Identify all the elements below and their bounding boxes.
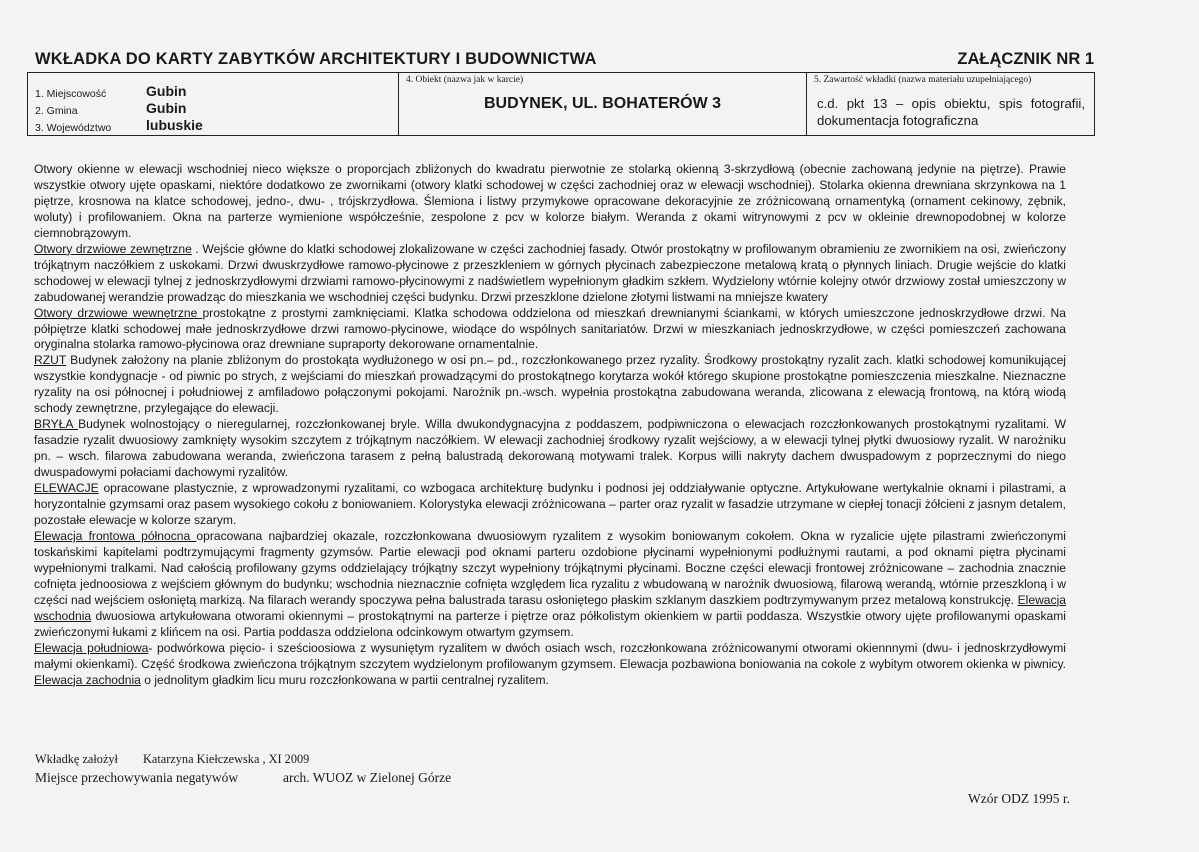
gmina-value: Gubin	[146, 100, 187, 116]
section-heading: Elewacja południowa	[34, 640, 149, 655]
section-heading: Elewacja wschodnia	[34, 592, 1066, 623]
object-name: BUDYNEK, UL. BOHATERÓW 3	[483, 95, 722, 112]
section-heading: RZUT	[34, 353, 67, 368]
annex-number: ZAŁĄCZNIK NR 1	[957, 50, 1094, 68]
paragraph-windows: Otwory okienne w elewacji wschodniej nieco większe o proporcjach zbliżonych do kwadratu pierwotnie ze stolarką okienną 3-skrzydłową (obecnie zachowaną jedynie na piętrze). Prawie wszystkie otwory ujęte opaskami, niektóre dodatkowo ze zwornikami (otwory klatki schodowej w części zachodniej oraz w elewacji wschodniej). Stolarka okienna drewniana skrzynkowa na 1 piętrze, krosnowa na klatce schodowej, jedno-, dwu- , trójskrzydłowa. Ślemiona i listwy przymykowe opracowane dekoracyjnie ze zróżnicowaną ornamentyką (ornament cekinowy, zębnik, woluty) i profilowaniem. Okna na parterze wymienione współcześnie, zespolone z pcv w kolorze białym. Weranda z okami witrynowymi z pcv w okleinie drewnopodobnej w kolorze ciemnobrązowym.	[34, 162, 1066, 240]
wojewodztwo-label: 3. Województwo	[35, 122, 112, 134]
contents-text: c.d. pkt 13 – opis obiektu, spis fotografii, dokumentacja fotograficzna	[817, 96, 1085, 128]
wojewodztwo-value: lubuskie	[146, 117, 203, 133]
document-title: WKŁADKA DO KARTY ZABYTKÓW ARCHITEKTURY I BUDOWNICTWA	[35, 50, 597, 68]
description-body	[34, 162, 1066, 688]
made-by-label: Wkładkę założył	[35, 752, 118, 766]
object-label: 4. Obiekt (nazwa jak w karcie)	[406, 75, 524, 85]
paragraph-plan: RZUT Budynek założony na planie zbliżonym do prostokąta wydłużonego w osi pn.– pd., rozczłonkowanego przez ryzality. Środkowy prostokątny ryzalit zach. klatki schodowej komunikującej wszystkie kondygnacje - od piwnic po strych, z wejściami do mieszkań prowadzącymi do prostokątnego korytarza wokół którego skupione prostokątne pomieszczenia mieszkalne. Nieznaczne ryzality na osi północnej i południowej z amfiladowo połączonymi pokojami. Narożnik pn.-wsch. wypełnia prostokątna zabudowana weranda, zlicowana z elewacją frontową, na którą wiodą schody zewnętrzne, przylegające do elewacji.	[34, 353, 1066, 416]
paragraph-south-elevation: Elewacja południowa- podwórkowa pięcio- i sześcioosiowa z wysuniętym ryzalitem w dwóch osiach wsch, rozczłonkowana zróżnicowanymi otworami okiennnymi (dwu- i jednoskrzydłowymi małymi okienkami). Część środkowa zwieńczona trójkątnym szczytem wydzielonym profilowanym gzymsem. Elewacja pozbawiona boniowania na cokole z wybitym otworem okienka w piwnicy. Elewacja zachodnia o jednolitym gładkim licu muru rozczłonkowana w partii centralnej ryzalitem.	[34, 640, 1066, 687]
paragraph-massing: BRYŁA Budynek wolnostojący o nieregularnej, rozczłonkowanej bryle. Willa dwukondygnacyjna z poddaszem, podpiwniczona o elewacjach rozczłonkowanych prostokątnymi ryzalitami. W fasadzie ryzalit dwuosiowy zamknięty wysokim szczytem z trójkątnym naczółkiem. W elewacji zachodniej środkowy ryzalit wejściowy, a w elewacji tylnej płytki dwuosiowy ryzalit. W narożniku pn. – wsch. filarowa zabudowana weranda, zwieńczona tarasem z pełną balustradą dekorowaną motywami tralek. Korpus willi nakryty dachem dwuspadowym z poprzecznymi do niego dwuspadowymi połaciami dachowymi ryzalitów.	[34, 417, 1066, 480]
section-heading: Otwory drzwiowe zewnętrzne	[34, 241, 192, 256]
object-cell	[398, 73, 806, 135]
miejscowosc-value: Gubin	[146, 83, 187, 99]
paragraph-exterior-doors: Otwory drzwiowe zewnętrzne . Wejście główne do klatki schodowej zlokalizowane w części zachodniej fasady. Otwór prostokątny w profilowanym obramieniu ze zwornikiem na osi, zwieńczony trójkątnym naczółkiem z uskokami. Drzwi dwuskrzydłowe ramowo-płycinowe z przeszkleniem w górnych płycinach zabezpieczone metalową kratą o płynnych liniach. Drugie wejście do klatki schodowej w elewacji tylnej z jednoskrzydłowymi drzwiami ramowo-płycinowymi z nadświetlem wypełnionym gładkim szkłem. Wydzielony wtórnie kolejny otwór drzwiowy został umieszczony w zabudowanej werandzie prowadząc do mieszkania we wschodniej części budynku. Drzwi przeszklone dzielone złotymi listwami na mniejsze kwatery	[34, 241, 1067, 304]
section-heading: BRYŁA	[34, 417, 79, 432]
paragraph-elevations: ELEWACJE opracowane plastycznie, z wprowadzonymi ryzalitami, co wzbogaca architekturę budynku i podnosi jej oddziaływanie optyczne. Artykułowane wertykalnie oknami i pilastrami, a horyzontalnie gzymsami oraz pasem wysokiego cokołu z boniowaniem. Kolorystyka elewacji zróżnicowana – parter oraz ryzalit w fasadzie utrzymane w ciepłej tonacji żółcieni z jasnym detalem, pozostałe elewacje w kolorze szarym.	[34, 481, 1066, 527]
contents-label: 5. Zawartość wkładki (nazwa materiału uzupełniającego)	[814, 75, 1032, 85]
storage-value: arch. WUOZ w Zielonej Górze	[283, 770, 452, 785]
section-heading: Elewacja zachodnia	[34, 672, 141, 687]
template-version: Wzór ODZ 1995 r.	[968, 791, 1070, 806]
miejscowosc-label: 1. Miejscowość	[35, 88, 107, 100]
section-heading: ELEWACJE	[34, 481, 99, 496]
paragraph-interior-doors: Otwory drzwiowe wewnętrzne prostokątne z prostymi zamknięciami. Klatka schodowa oddzielona od mieszkań drewnianymi ściankami, w których umieszczone jednoskrzydłowe drzwi. Na półpiętrze klatki schodowej małe jednoskrzydłowe drzwi ramowo-płycinowe, wiodące do wspólnych sanitariatów. Drzwi w mieszkaniach jednoskrzydłowe, w części pomieszczeń zachowana oryginalna stolarka ramowo-płycinowa oraz drewniane supraporty dekorowane ornamentalnie.	[34, 305, 1066, 352]
section-heading: Elewacja frontowa północna	[34, 528, 197, 543]
storage-label: Miejsce przechowywania negatywów	[35, 770, 239, 785]
contents-cell	[806, 73, 1093, 135]
section-heading: Otwory drzwiowe wewnętrzne	[34, 305, 203, 320]
header-table	[27, 72, 1095, 136]
location-cell	[28, 73, 398, 135]
gmina-label: 2. Gmina	[35, 105, 78, 117]
made-by-value: Katarzyna Kiełczewska , XI 2009	[143, 752, 310, 766]
paragraph-front-elevation: Elewacja frontowa północna opracowana najbardziej okazale, rozczłonkowana dwuosiowym ryzalitem z wysokim boniowanym cokołem. Okna w ryzalicie ujęte pilastrami zwieńczonymi toskańskimi kapitelami podtrzymującymi fragmenty gzymsów. Partie elewacji pod oknami parteru ozdobione płycinami wypełnionymi podłużnymi rautami, a pod oknami piętra płycinami wypełnionymi tralkami. Nad całością profilowany gzyms oddzielający trójkątny szczyt wypełniony trójkątnymi płycinami. Boczne części elewacji frontowej zróżnicowane – zachodnia znacznie cofnięta jednoosiowa z wejściem głównym do budynku; wschodnia nieznacznie cofnięta względem lica ryzalitu z wbudowaną w narożnik dwuosiową, filarową werandą, wtórnie przeszkloną i w części nad wejściem osłoniętą markizą. Na filarach werandy spoczywa pełna balustrada tarasu osłoniętego płaskim szklanym daszkiem podtrzymywanym przez metalową konstrukcję. Elewacja wschodnia dwuosiowa artykułowana otworami okiennymi – prostokątnymi na parterze i piętrze oraz półkolistym okienkiem w partii poddasza. Wszystkie otwory ujęte profilowanymi opaskami zwieńczonymi łukami z klińcem na osi. Partia poddasza oddzielona odcinkowym otwartym gzymsem.	[34, 528, 1066, 639]
